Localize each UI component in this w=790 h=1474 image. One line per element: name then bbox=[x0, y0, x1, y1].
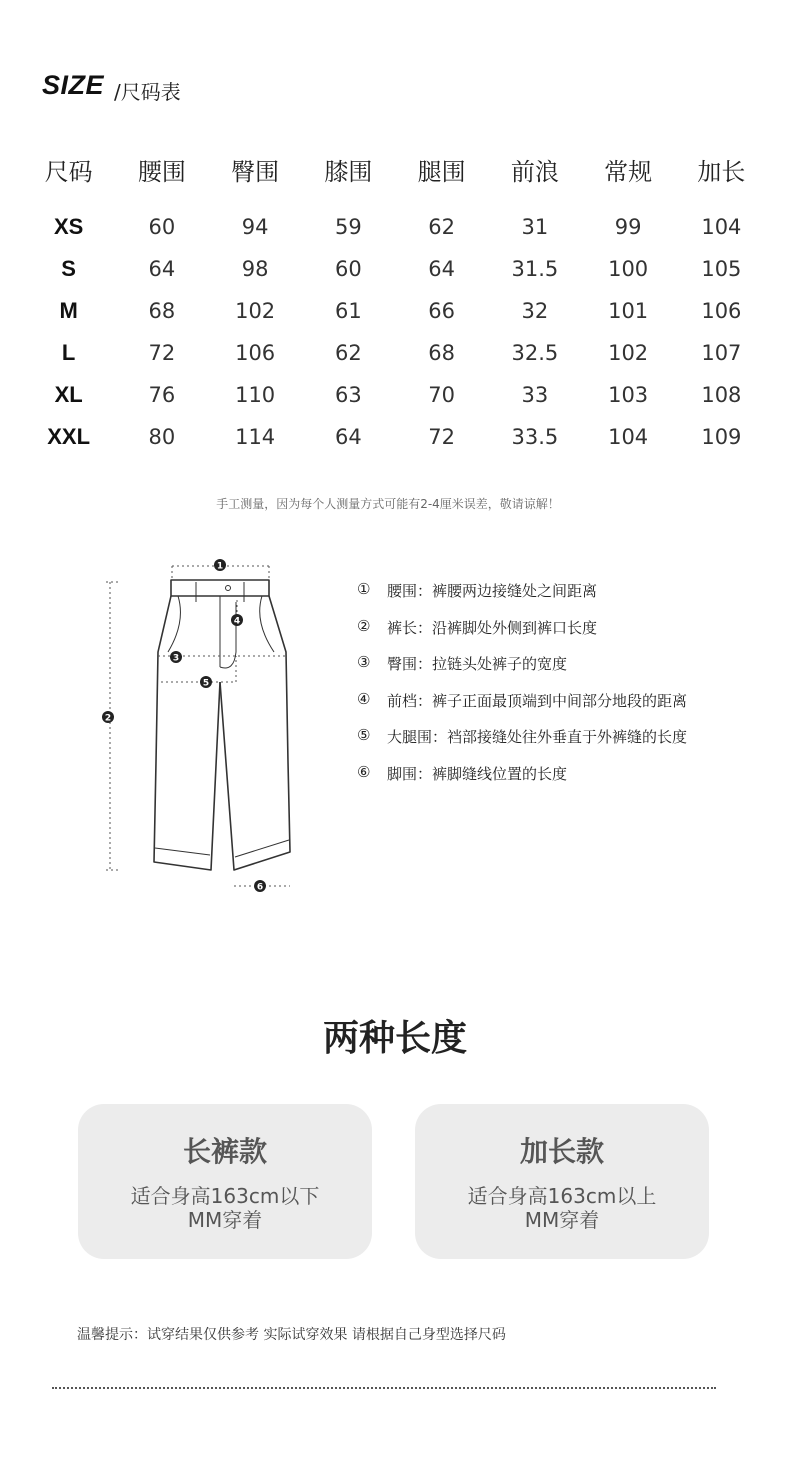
legend-item bbox=[357, 617, 687, 654]
legend-text: 脚围：裤脚缝线位置的长度 bbox=[387, 764, 568, 783]
legend-item bbox=[357, 580, 687, 617]
table-cell: 106 bbox=[235, 341, 276, 365]
table-cell: 102 bbox=[608, 341, 649, 365]
table-cell: 107 bbox=[701, 341, 742, 365]
column-header: 臀围 bbox=[231, 157, 280, 186]
size-table bbox=[22, 146, 768, 458]
marker-6-label: 6 bbox=[256, 882, 264, 893]
legend-text: 臀围：拉链头处裤子的宽度 bbox=[387, 655, 568, 674]
table-cell: 59 bbox=[335, 215, 362, 239]
size-cell: L bbox=[61, 340, 76, 365]
table-cell: 101 bbox=[608, 299, 649, 323]
table-cell: 104 bbox=[701, 215, 742, 239]
table-cell: 99 bbox=[614, 215, 642, 239]
legend-item bbox=[357, 763, 687, 800]
table-cell: 64 bbox=[428, 257, 455, 281]
table-cell: 114 bbox=[235, 425, 276, 449]
marker-5-label: 5 bbox=[202, 678, 210, 689]
table-cell: 70 bbox=[428, 383, 455, 407]
column-header: 尺码 bbox=[44, 157, 93, 186]
legend-number: ④ bbox=[357, 689, 371, 708]
card-regular-length bbox=[78, 1104, 372, 1259]
table-cell: 68 bbox=[428, 341, 455, 365]
dotted-divider bbox=[52, 1387, 716, 1389]
table-cell: 64 bbox=[335, 425, 362, 449]
table-cell: 63 bbox=[335, 383, 362, 407]
table-header-row bbox=[22, 146, 768, 206]
legend-number: ⑤ bbox=[357, 726, 371, 745]
table-cell: 31.5 bbox=[511, 257, 559, 281]
size-cell: XL bbox=[54, 382, 83, 407]
card-name: 长裤款 bbox=[182, 1135, 267, 1168]
size-cell: M bbox=[59, 298, 78, 323]
table-row bbox=[22, 206, 768, 248]
column-header: 腿围 bbox=[417, 157, 466, 186]
table-cell: 109 bbox=[701, 425, 742, 449]
marker-3-label: 3 bbox=[172, 653, 180, 664]
table-row bbox=[22, 374, 768, 416]
table-cell: 33.5 bbox=[511, 425, 559, 449]
size-cell: S bbox=[61, 256, 76, 281]
card-description bbox=[415, 1184, 709, 1232]
table-cell: 80 bbox=[148, 425, 176, 449]
legend-item bbox=[357, 726, 687, 763]
table-cell: 110 bbox=[235, 383, 276, 407]
table-cell: 102 bbox=[235, 299, 276, 323]
table-cell: 72 bbox=[148, 341, 176, 365]
card-description bbox=[78, 1184, 372, 1232]
legend-text: 大腿围：裆部接缝处往外垂直于外裤缝的长度 bbox=[387, 728, 688, 747]
column-header: 膝围 bbox=[324, 157, 373, 186]
column-header: 前浪 bbox=[510, 157, 559, 186]
table-row bbox=[22, 332, 768, 374]
card-name: 加长款 bbox=[519, 1135, 604, 1168]
card-desc-line: 适合身高163cm以上 bbox=[467, 1184, 657, 1208]
lengths-title: 两种长度 bbox=[322, 1018, 467, 1059]
legend-number: ⑥ bbox=[357, 762, 371, 781]
table-cell: 100 bbox=[608, 257, 649, 281]
table-cell: 98 bbox=[241, 257, 269, 281]
size-subtitle: /尺码表 bbox=[114, 80, 181, 104]
legend-text: 前档：裤子正面最顶端到中间部分地段的距离 bbox=[387, 691, 688, 710]
legend-text: 腰围：裤腰两边接缝处之间距离 bbox=[387, 582, 598, 600]
table-cell: 32 bbox=[521, 299, 549, 323]
table-cell: 62 bbox=[335, 341, 362, 365]
marker-4-label: 4 bbox=[233, 616, 241, 627]
warm-tip: 温馨提示：试穿结果仅供参考 实际试穿效果 请根据自己身型选择尺码 bbox=[77, 1327, 506, 1343]
pants-diagram bbox=[96, 552, 306, 897]
table-cell: 106 bbox=[701, 299, 742, 323]
table-cell: 33 bbox=[521, 383, 549, 407]
table-cell: 94 bbox=[241, 215, 269, 239]
table-cell: 60 bbox=[335, 257, 362, 281]
table-row bbox=[22, 290, 768, 332]
table-cell: 72 bbox=[428, 425, 455, 449]
column-header: 常规 bbox=[604, 157, 653, 186]
table-cell: 60 bbox=[148, 215, 176, 239]
table-cell: 108 bbox=[701, 383, 742, 407]
table-cell: 31 bbox=[521, 215, 549, 239]
table-cell: 62 bbox=[428, 215, 455, 239]
table-row bbox=[22, 416, 768, 458]
table-cell: 103 bbox=[608, 383, 649, 407]
table-cell: 76 bbox=[148, 383, 176, 407]
card-desc-line: MM穿着 bbox=[524, 1208, 600, 1232]
legend-item bbox=[357, 690, 687, 727]
card-desc-line: 适合身高163cm以下 bbox=[130, 1184, 320, 1208]
measurement-legend bbox=[357, 580, 687, 800]
size-title: SIZE bbox=[42, 70, 105, 100]
legend-number: ① bbox=[357, 580, 371, 598]
table-row bbox=[22, 248, 768, 290]
table-cell: 104 bbox=[608, 425, 649, 449]
legend-number: ② bbox=[357, 616, 371, 635]
card-desc-line: MM穿着 bbox=[187, 1208, 263, 1232]
marker-2-label: 2 bbox=[104, 713, 112, 724]
legend-item bbox=[357, 653, 687, 690]
table-cell: 66 bbox=[428, 299, 455, 323]
marker-1-label: 1 bbox=[216, 561, 224, 572]
card-extended-length bbox=[415, 1104, 709, 1259]
column-header: 腰围 bbox=[137, 157, 186, 186]
table-cell: 68 bbox=[148, 299, 176, 323]
measurement-note: 手工测量，因为每个人测量方式可能有2-4厘米误差，敬请谅解！ bbox=[216, 497, 560, 511]
size-cell: XS bbox=[53, 214, 84, 239]
legend-text: 裤长：沿裤脚处外侧到裤口长度 bbox=[387, 618, 598, 637]
table-cell: 32.5 bbox=[511, 341, 559, 365]
column-header: 加长 bbox=[697, 157, 746, 186]
table-cell: 61 bbox=[335, 299, 362, 323]
table-cell: 105 bbox=[701, 257, 742, 281]
legend-number: ③ bbox=[357, 653, 371, 672]
size-cell: XXL bbox=[47, 424, 91, 449]
table-cell: 64 bbox=[148, 257, 176, 281]
